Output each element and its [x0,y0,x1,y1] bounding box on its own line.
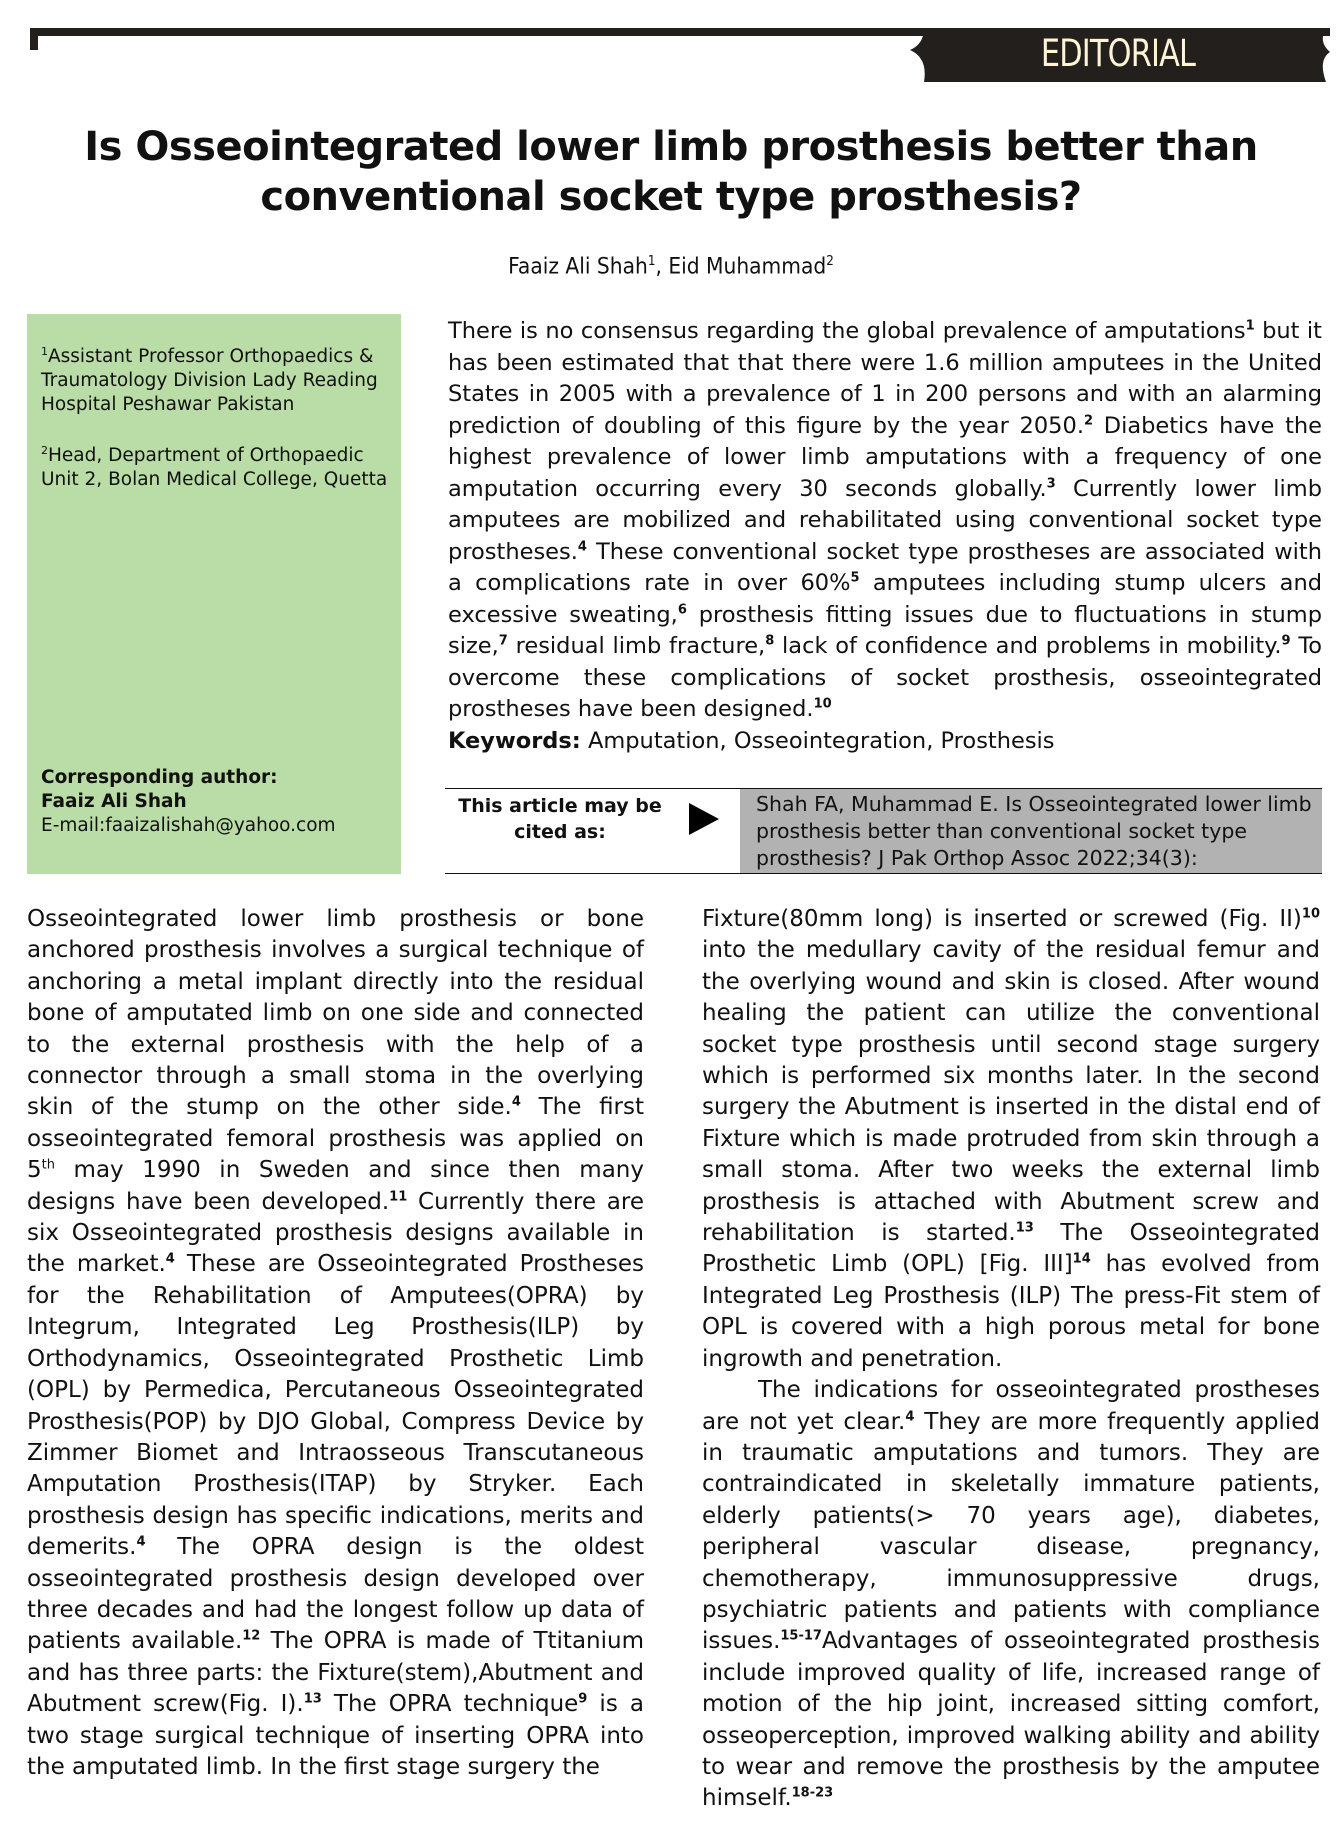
keywords-label: Keywords: [448,728,581,754]
citation-strip [445,788,1322,874]
reference-marker: 8 [765,633,775,649]
reference-marker: 1 [1245,318,1255,334]
citation-label: This article may be cited as: [458,795,662,843]
author-list [54,254,1289,279]
reference-marker: 2 [1083,413,1094,428]
corresponding-label: Corresponding author: [41,767,278,788]
author-name: Faaiz Ali Shah [508,254,648,280]
reference-marker: 5 [850,570,860,586]
article-title: Is Osseointegrated lower limb prosthesis better than conventional socket type prosthesis? [84,124,1258,220]
reference-marker: 3 [1046,476,1056,491]
reference-marker: 6 [677,602,687,617]
reference-marker: 4 [511,1094,521,1110]
reference-marker: 14 [1072,1251,1091,1267]
affiliation-item [41,439,393,492]
play-arrow-icon [689,803,719,835]
body-paragraph: Fixture(80mm long) is inserted or screwed (Fig. II)$^{10}$ into the medullary cavity of the residual femur and the overlying wound and skin is closed. After wound healing the patient can utilize the conventional socket type prosthesis until second stage surgery which is performed six months later. In the second surgery the Abutment is inserted in the distal end of Fixture which is made protruded from skin through a small stoma. After two weeks the external limb prosthesis is attached with Abutment screw and rehabilitation is started.$^{13}$ The Osseointegrated Prosthetic Limb (OPL) [Fig. III]$^{14}$ has evolved from Integrated Leg Prosthesis (ILP) The press-Fit stem of OPL is covered with a high porous metal for bone ingrowth and penetration. [702,906,1321,1372]
reference-marker: 4 [165,1251,175,1267]
reference-marker: 13 [303,1691,322,1707]
corresponding-email: E-mail:faaizalishah@yahoo.com [41,815,336,836]
reference-marker: 9 [578,1691,588,1707]
reference-marker: 9 [1281,633,1291,649]
affiliation-box [27,314,401,874]
affiliation-number: 1 [41,345,48,358]
keywords-value: Amputation, Osseointegration, Prosthesis [580,728,1055,754]
author-affil-mark: 2 [826,254,834,269]
author-separator: , [655,254,669,280]
author-name: Eid Muhammad [668,254,827,280]
abstract: There is no consensus regarding the global prevalence of amputations$^1$ but it has been estimated that that there were 1.6 million amputees in the United States in 2005 with a prevalence of 1 in 200 persons and with an alarming prediction of doubling of this figure by the year 2050.$^2$ Diabetics have the highest prevalence of lower limb amputations with a frequency of one amputation occurring every 30 seconds globally.$^3$ Currently lower limb amputees are mobilized and rehabilitated using conventional socket type prostheses.$^4$ These conventional socket type prostheses are associated with a complications rate in over 60%$^5$ amputees including stump ulcers and excessive sweating,$^6$ prosthesis fitting issues due to fluctuations in stump size,$^7$ residual limb fracture,$^8$ lack of confidence and problems in mobility.$^9$ To overcome these complications of socket prosthesis, osseointegrated prostheses have been designed.$^{10}$ [448,318,1323,722]
section-tab [906,28,1330,82]
keywords [448,726,1322,757]
corresponding-author [41,766,336,838]
body-column-left [27,904,644,1783]
body-paragraph: Osseointegrated lower limb prosthesis or bone anchored prosthesis involves a surgical technique of anchoring a metal implant directly into the residual bone of amputated limb on one side and connected to the external prosthesis with the help of a connector through a small stoma in the overlying skin of the stump on the other side.$^4$ The first osseointegrated femoral prosthesis was applied on 5th may 1990 in Sweden and since then many designs have been developed.$^{11}$ Currently there are six Osseointegrated prosthesis designs available in the market.$^4$ These are Osseointegrated Prostheses for the Rehabilitation of Amputees(OPRA) by Integrum, Integrated Leg Prosthesis(ILP) by Orthodynamics, Osseointegrated Prosthetic Limb (OPL) by Permedica, Percutaneous Osseointegrated Prosthesis(POP) by DJO Global, Compress Device by Zimmer Biomet and Intraosseous Transcutaneous Amputation Prosthesis(ITAP) by Stryker. Each prosthesis design has specific indications, merits and demerits.$^4$ The OPRA design is the oldest osseointegrated prosthesis design developed over three decades and had the longest follow up data of patients available.$^{12}$ The OPRA is made of Ttitanium and has three parts: the Fixture(stem),Abutment and Abutment screw(Fig. I).$^{13}$ The OPRA technique$^9$ is a two stage surgical technique of inserting OPRA into the amputated limb. In the first stage surgery the [27,906,645,1780]
affiliation-text: Assistant Professor Orthopaedics & Traumatology Division Lady Reading Hospital Peshawar Pakistan [41,346,378,416]
body-column-right [702,904,1320,1815]
reference-marker: 15-17 [780,1628,822,1644]
citation-text: Shah FA, Muhammad E. Is Osseointegrated lower limb prosthesis better than conventional socket type prosthesis? J Pak Orthop Assoc 2022;34(3): [740,789,1322,873]
reference-marker: 11 [389,1189,408,1204]
author-affil-mark: 1 [647,254,656,269]
reference-marker: 10 [813,696,832,712]
reference-marker: 12 [242,1628,261,1644]
section-label: EDITORIAL [1040,32,1196,75]
reference-marker: 7 [498,633,508,649]
header-rule-corner [30,28,38,50]
reference-marker: 10 [1301,906,1320,922]
ordinal-suffix: th [41,1157,55,1173]
reference-marker: 4 [905,1408,915,1424]
affiliation-item [41,340,393,417]
affiliation-text: Head, Department of Orthopaedic Unit 2, Bolan Medical College, Quetta [41,445,388,491]
corresponding-name: Faaiz Ali Shah [41,791,187,812]
reference-marker: 18-23 [791,1785,834,1801]
reference-marker: 13 [1015,1220,1034,1236]
reference-marker: 4 [577,539,587,554]
affiliation-number: 2 [41,444,48,458]
affiliation-list [41,340,393,514]
body-paragraph: The indications for osseointegrated prostheses are not yet clear.$^4$ They are more frequently applied in traumatic amputations and tumors. They are contraindicated in skeletally immature patients, elderly patients(> 70 years age), diabetes, peripheral vascular disease, pregnancy, chemotherapy, immunosuppressive drugs, psychiatric patients and patients with compliance issues.$^{15-17}$Advantages of osseointegrated prosthesis include improved quality of life, increased range of motion of the hip joint, increased sitting comfort, osseoperception, improved walking ability and ability to wear and remove the prosthesis by the amputee himself.$^{18-23}$ [702,1377,1320,1812]
reference-marker: 4 [136,1534,146,1550]
